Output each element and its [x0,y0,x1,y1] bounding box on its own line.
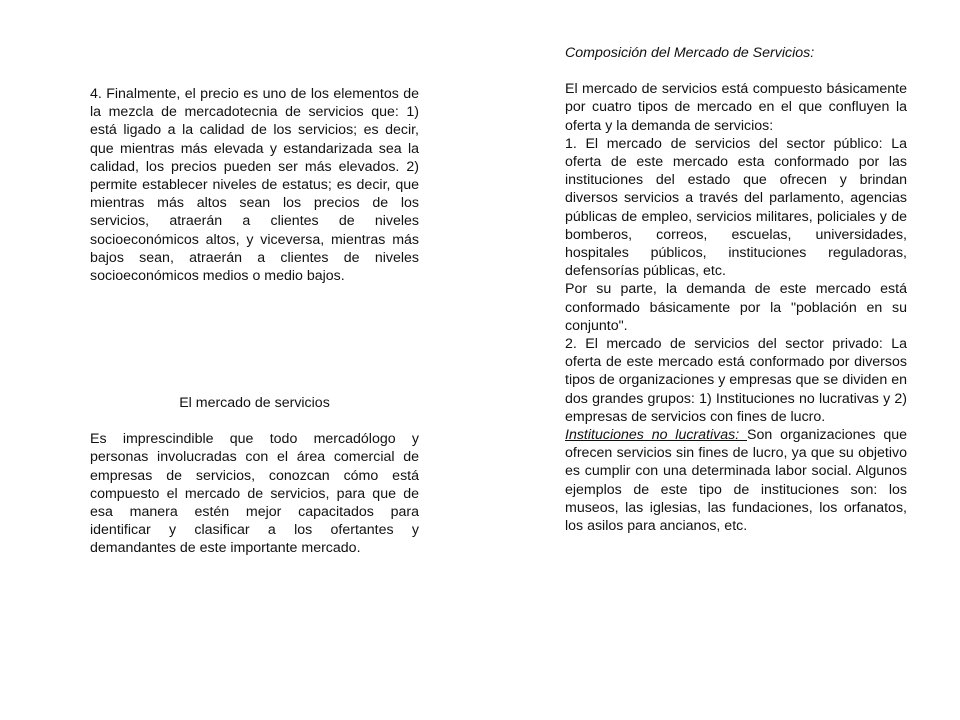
spacer [90,412,419,430]
spacer [565,62,907,80]
composition-intro: El mercado de servicios está compuesto básicamente por cuatro tipos de mercado en el que confluyen la oferta y la demanda de servicios: [565,81,907,134]
right-column [565,44,907,535]
nonprofit-text: Son organizaciones que ofrecen servicios sin fines de lucro, ya que su objetivo es cumplir con una determinada labor social. Algunos ejemplos de este tipo de instituciones son: los museos, las iglesias, las fundaciones, los orfanatos, los asilos para ancianos, etc. [565,427,908,535]
market-paragraph: Es imprescindible que todo mercadólogo y personas involucradas con el área comercial de empresas de servicios, conozcan cómo está compuesto el mercado de servicios, para que de esa manera estén mejor capacitados para identificar y clasificar a los ofertantes y demandantes de este importante mercado. [90,431,419,557]
price-paragraph: 4. Finalmente, el precio es uno de los elementos de la mezcla de mercadotecnia de servicios que: 1) está ligado a la calidad de los servicios; es decir, que mientras más elevada y estandarizada sea la calidad, los precios pueden ser más elevados. 2) permite establecer niveles de estatus; es decir, que mientras más altos sean los precios de los servicios, atraerán a clientes de niveles socioeconómicos altos, y viceversa, mientras más bajos sean, atraerán a clientes de niveles socioeconómicos medios o medio bajos. [90,86,419,285]
nonprofit-label: Instituciones no lucrativas: [565,427,747,444]
market-heading: El mercado de servicios [179,395,330,411]
public-demand-paragraph: Por su parte, la demanda de este mercado está conformado básicamente por la "población en su conjunto". [565,281,907,334]
public-sector-paragraph: 1. El mercado de servicios del sector público: La oferta de este mercado esta conformado por las instituciones del estado que ofrecen y brindan diversos servicios a través del parlamento, agencias públicas de empleo, servicios militares, policiales y de bomberos, correos, escuelas, universidades, hospitales públicos, instituciones reguladoras, defensorías públicas, etc. [565,135,907,280]
nonprofit-paragraph [565,426,907,535]
left-column-bottom [90,394,419,558]
composition-heading: Composición del Mercado de Servicios: [565,45,815,61]
left-column-top [90,85,419,285]
private-sector-paragraph: 2. El mercado de servicios del sector privado: La oferta de este mercado está conformado por diversos tipos de organizaciones y empresas que se dividen en dos grandes grupos: 1) Instituciones no lucrativas y 2) empresas de servicios con fines de lucro. [565,336,907,425]
